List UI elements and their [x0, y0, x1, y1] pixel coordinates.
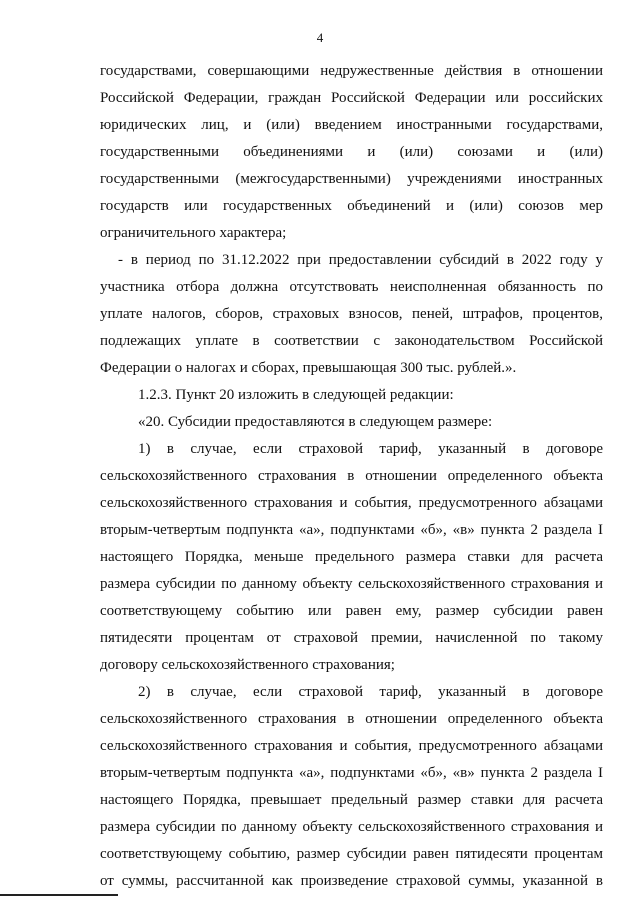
text-line: размера субсидии по данному объекту сельскохозяйственного страхования и	[100, 576, 603, 592]
text-line: договору сельскохозяйственного страхования;	[100, 657, 395, 673]
text-line: юридических лиц, и (или) введением иностранными государствами,	[100, 117, 603, 133]
text-line: вторым-четвертым подпункта «а», подпунктами «б», «в» пункта 2 раздела I	[100, 765, 603, 781]
text-line: сельскохозяйственного страхования и события, предусмотренного абзацами	[100, 495, 603, 511]
text-line: подлежащих уплате в соответствии с законодательством Российской	[100, 333, 603, 349]
text-line: соответствующему событию, размер субсидии равен пятидесяти процентам	[100, 846, 603, 862]
text-line: сельскохозяйственного страхования и события, предусмотренного абзацами	[100, 738, 603, 754]
text-line: 1) в случае, если страховой тариф, указанный в договоре	[138, 441, 603, 457]
text-line: от суммы, рассчитанной как произведение страховой суммы, указанной в	[100, 873, 603, 889]
text-line: участника отбора должна отсутствовать неисполненная обязанность по	[100, 279, 603, 295]
text-line: государств или государственных объединений и (или) союзов мер	[100, 198, 603, 214]
text-line: 1.2.3. Пункт 20 изложить в следующей редакции:	[138, 387, 454, 403]
text-line: настоящего Порядка, превышает предельный размер ставки для расчета	[100, 792, 603, 808]
text-line: сельскохозяйственного страхования в отношении определенного объекта	[100, 468, 603, 484]
text-line: государствами, совершающими недружественные действия в отношении	[100, 63, 603, 79]
text-line: вторым-четвертым подпункта «а», подпунктами «б», «в» пункта 2 раздела I	[100, 522, 603, 538]
text-line: настоящего Порядка, меньше предельного размера ставки для расчета	[100, 549, 603, 565]
text-line: 2) в случае, если страховой тариф, указанный в договоре	[138, 684, 603, 700]
text-line: пятидесяти процентам от страховой премии, начисленной по такому	[100, 630, 603, 646]
text-line: - в период по 31.12.2022 при предоставлении субсидий в 2022 году у	[118, 252, 603, 268]
page-number: 4	[316, 30, 324, 45]
text-line: государственными (межгосударственными) учреждениями иностранных	[100, 171, 603, 187]
document-body	[100, 58, 603, 895]
footnote-rule	[0, 894, 118, 896]
text-line: размера субсидии по данному объекту сельскохозяйственного страхования и	[100, 819, 603, 835]
text-line: государственными объединениями и (или) союзами и (или)	[100, 144, 603, 160]
text-line: Федерации о налогах и сборах, превышающая 300 тыс. рублей.».	[100, 360, 517, 376]
text-line: сельскохозяйственного страхования в отношении определенного объекта	[100, 711, 603, 727]
text-line: Российской Федерации, граждан Российской Федерации или российских	[100, 90, 603, 106]
text-line: ограничительного характера;	[100, 225, 287, 241]
text-line: уплате налогов, сборов, страховых взносов, пеней, штрафов, процентов,	[100, 306, 603, 322]
text-line: соответствующему событию или равен ему, размер субсидии равен	[100, 603, 603, 619]
text-line: «20. Субсидии предоставляются в следующем размере:	[138, 414, 493, 430]
